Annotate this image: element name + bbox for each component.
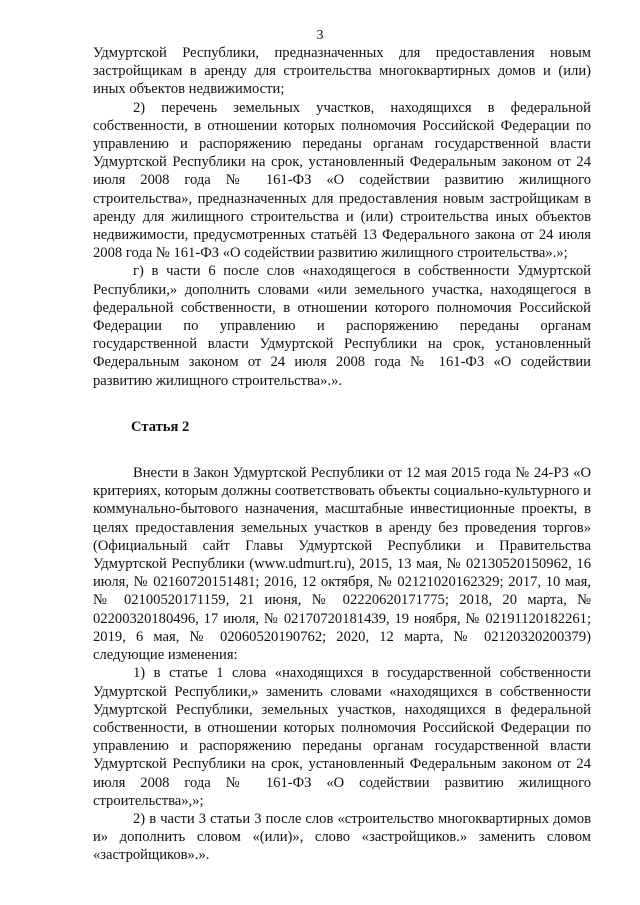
paragraph-continuation: Удмуртской Республики, предназначенных для предоставления новым застройщикам в аренду для строительства многоквартирных домов и (или) иных объектов недвижимости;	[93, 45, 591, 98]
article-heading: Статья 2	[131, 418, 190, 435]
page-number: 3	[316, 28, 324, 43]
paragraph-amendment-intro: Внести в Закон Удмуртской Республики от 12 мая 2015 года № 24-РЗ «О критериях, которым должны соответствовать объекты социально-культурного и коммунально-бытового назначения, масштабные инвестиционные проекты, в целях предоставления земельных участков в аренду без проведения торгов» (Официальный сайт Главы Удмуртской Республики и Правительства Удмуртской Республики (www.udmurt.ru), 2015, 13 мая, № 02130520150962, 16 июля, № 02160720151481; 2016, 12 октября, № 02121020162329; 2017, 10 мая, № 02100520171159, 21 июня, № 02220620171775; 2018, 20 марта, № 02200320180496, 17 июля, № 02170720181439, 19 ноября, № 02191120182261; 2019, 6 мая, № 02060520190762; 2020, 12 марта, № 02120320200379) следующие изменения:	[93, 465, 591, 664]
paragraph-item-g: г) в части 6 после слов «находящегося в собственности Удмуртской Республики,» дополнить словами «или земельного участка, находящегося в федеральной собственности, в отношении которого полномочия Российской Федерации по управлению и распоряжению переданы органам государственной власти Удмуртской Республики на срок, установленный Федеральным законом от 24 июля 2008 года № 161-ФЗ «О содействии развитию жилищного строительства».».	[93, 263, 591, 389]
paragraph-amendment-1: 1) в статье 1 слова «находящихся в государственной собственности Удмуртской Республики,» заменить словами «находящихся в собственности Удмуртской Республики, земельных участков, находящихся в федеральной собственности, в отношении которых полномочия Российской Федерации по управлению и распоряжению переданы органам государственной власти Удмуртской Республики на срок, установленный Федеральным законом от 24 июля 2008 года № 161-ФЗ «О содействии развитию жилищного строительства»,»;	[93, 665, 591, 809]
paragraph-amendment-2: 2) в части 3 статьи 3 после слов «строительство многоквартирных домов и» дополнить словом «(или)», слово «застройщиков.» заменить словом «застройщиков».».	[93, 810, 591, 864]
paragraph-item-2: 2) перечень земельных участков, находящихся в федеральной собственности, в отношении которых полномочия Российской Федерации по управлению и распоряжению переданы органам государственной власти Удмуртской Республики на срок, установленный Федеральным законом от 24 июля 2008 года № 161-ФЗ «О содействии развитию жилищного строительства», предназначенных для предоставления новым застройщикам в аренду для жилищного строительства и (или) строительства иных объектов недвижимости, предусмотренных статьёй 13 Федерального закона от 24 июля 2008 года № 161-ФЗ «О содействии развитию жилищного строительства».»;	[93, 99, 591, 262]
document-body	[93, 44, 591, 865]
